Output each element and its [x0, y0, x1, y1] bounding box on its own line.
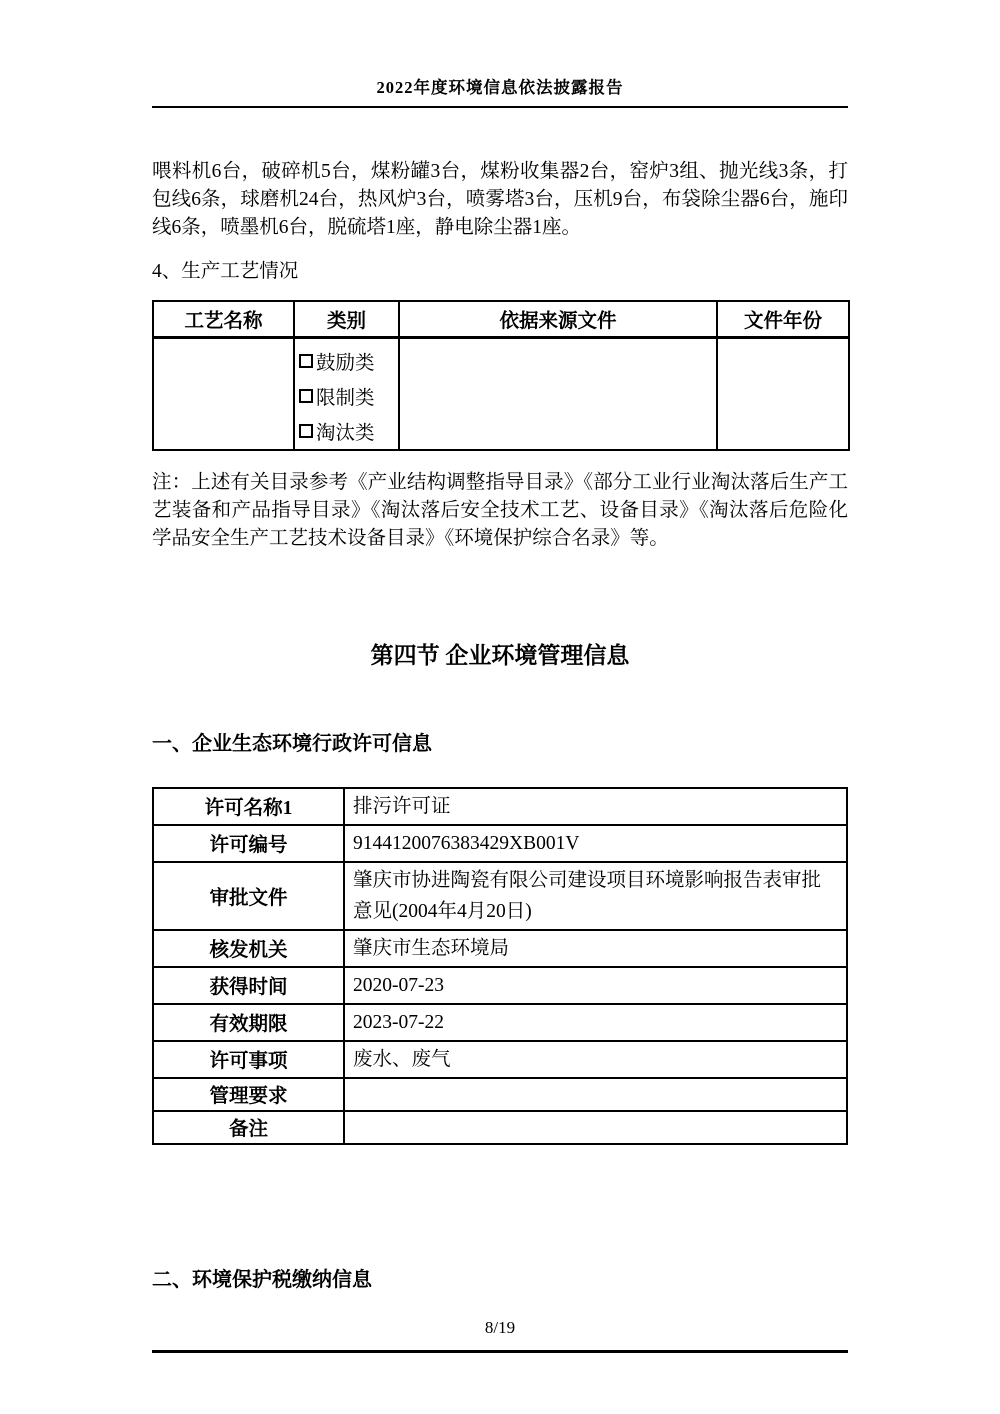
process-table-header-row: [153, 301, 849, 337]
table-row: [153, 1078, 847, 1111]
chapter-title: 第四节 企业环境管理信息: [370, 642, 630, 668]
category-option-restricted: [299, 379, 396, 414]
permit-row-label: 审批文件: [153, 862, 344, 930]
footer-divider: [152, 1350, 848, 1353]
col-header-process-name: 工艺名称: [153, 301, 294, 337]
section-2-title: 二、环境保护税缴纳信息: [152, 1268, 372, 1291]
note-paragraph: 注：上述有关目录参考《产业结构调整指导目录》《部分工业行业淘汰落后生产工艺装备和产品指导目录》《淘汰落后安全技术工艺、设备目录》《淘汰落后危险化学品安全生产工艺技术设备目录》《环境保护综合名录》等。: [152, 471, 848, 549]
cell-source-document: [399, 337, 717, 450]
checkbox-unchecked-icon: [299, 424, 313, 438]
section-1-title: 一、企业生态环境行政许可信息: [152, 732, 432, 755]
permit-row-label: 管理要求: [153, 1078, 344, 1111]
category-option-label: 限制类: [316, 388, 375, 409]
equipment-paragraph: 喂料机6台，破碎机5台，煤粉罐3台，煤粉收集器2台，窑炉3组、抛光线3条，打包线6条，球磨机24台，热风炉3台，喷雾塔3台，压机9台，布袋除尘器6台，施印线6条，喷墨机6台，脱硫塔1座，静电除尘器1座。: [152, 161, 848, 238]
permit-row-value: 肇庆市生态环境局: [344, 930, 847, 967]
permit-row-value: 9144120076383429XB001V: [344, 825, 847, 862]
table-row: [153, 1111, 847, 1144]
permit-row-value: 废水、废气: [344, 1041, 847, 1078]
process-table: [152, 300, 850, 451]
permit-row-label: 获得时间: [153, 967, 344, 1004]
col-header-category: 类别: [294, 301, 399, 337]
running-header-title: 2022年度环境信息依法披露报告: [376, 78, 624, 97]
cell-process-name: [153, 337, 294, 450]
category-option-eliminated: [299, 414, 396, 449]
table-row: [153, 1004, 847, 1041]
permit-row-value: 排污许可证: [344, 788, 847, 825]
checkbox-unchecked-icon: [299, 354, 313, 368]
table-row: [153, 930, 847, 967]
header-divider: [152, 106, 848, 108]
col-header-source-document: 依据来源文件: [399, 301, 717, 337]
permit-row-label: 许可编号: [153, 825, 344, 862]
permit-row-value: [344, 1111, 847, 1144]
section-4-label: 4、生产工艺情况: [152, 261, 299, 282]
permit-table: [152, 787, 848, 1145]
table-row: [153, 825, 847, 862]
page-number: 8/19: [484, 1318, 516, 1337]
cell-document-year: [717, 337, 849, 450]
process-table-body-row: [153, 337, 849, 450]
permit-row-label: 核发机关: [153, 930, 344, 967]
checkbox-unchecked-icon: [299, 389, 313, 403]
cell-category-options: [294, 337, 399, 450]
permit-row-value: 肇庆市协进陶瓷有限公司建设项目环境影响报告表审批意见(2004年4月20日): [344, 862, 847, 930]
table-row: [153, 862, 847, 930]
category-option-label: 鼓励类: [316, 353, 375, 374]
permit-row-label: 有效期限: [153, 1004, 344, 1041]
permit-row-value: [344, 1078, 847, 1111]
permit-row-label: 许可事项: [153, 1041, 344, 1078]
table-row: [153, 1041, 847, 1078]
table-row: [153, 967, 847, 1004]
permit-row-value: 2020-07-23: [344, 967, 847, 1004]
permit-row-value: 2023-07-22: [344, 1004, 847, 1041]
col-header-document-year: 文件年份: [717, 301, 849, 337]
category-option-encouraged: [299, 344, 396, 379]
permit-row-label: 许可名称1: [153, 788, 344, 825]
permit-row-label: 备注: [153, 1111, 344, 1144]
category-option-label: 淘汰类: [316, 423, 375, 444]
table-row: [153, 788, 847, 825]
